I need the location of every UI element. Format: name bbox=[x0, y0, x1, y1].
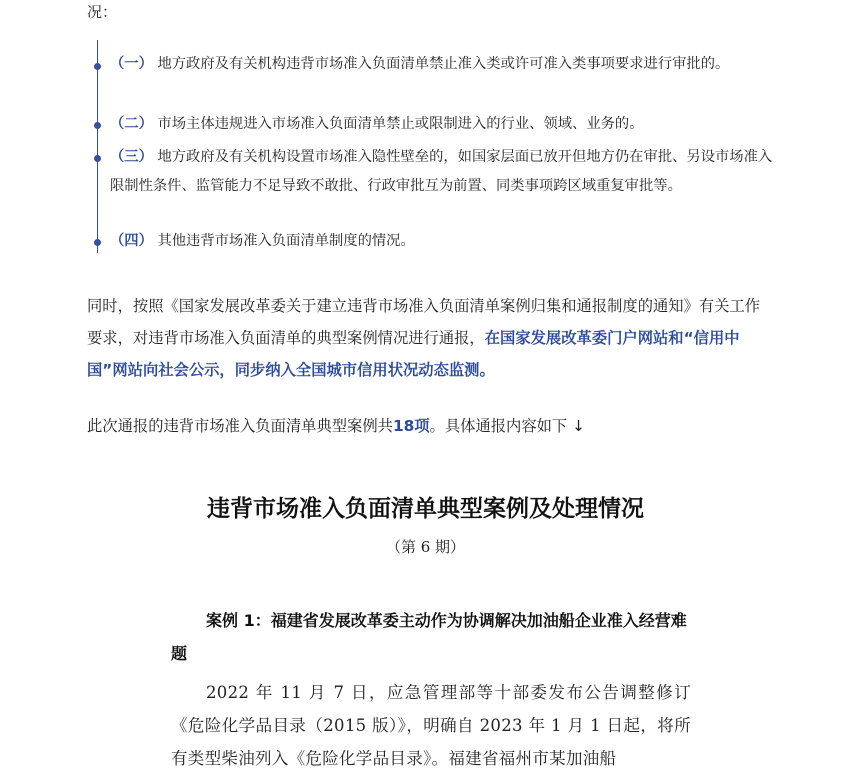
paragraph-summary bbox=[87, 410, 767, 442]
timeline-line bbox=[97, 40, 98, 253]
list-item bbox=[110, 227, 775, 256]
item-text: 其他违背市场准入负面清单制度的情况。 bbox=[157, 233, 415, 249]
list-item bbox=[110, 110, 775, 139]
timeline-dot bbox=[94, 155, 101, 162]
timeline-dot bbox=[94, 122, 101, 129]
item-number: （三） bbox=[110, 149, 153, 165]
summary-text-before: 此次通报的违背市场准入负面清单典型案例共 bbox=[87, 417, 393, 435]
intro-tail-text: 况： bbox=[87, 3, 118, 21]
item-number: （二） bbox=[110, 116, 153, 132]
item-text: 地方政府及有关机构违背市场准入负面清单禁止准入类或许可准入类事项要求进行审批的。 bbox=[157, 56, 730, 72]
item-number: （一） bbox=[110, 56, 153, 72]
item-text: 地方政府及有关机构设置市场准入隐性壁垒的，如国家层面已放开但地方仍在审批、另设市场准入限制性条件、监管能力不足导致不敢批、行政审批互为前置、同类事项跨区域重复审批等。 bbox=[110, 149, 773, 194]
item-text: 市场主体违规进入市场准入负面清单禁止或限制进入的行业、领域、业务的。 bbox=[157, 116, 644, 132]
paragraph-highlight: 在国家发展改革委门户网站和“信用中国”网站向社会公示，同步纳入全国城市信用状况动态监测。 bbox=[87, 329, 740, 379]
list-item bbox=[110, 143, 775, 201]
timeline-dot bbox=[94, 63, 101, 70]
case-body: 2022 年 11 月 7 日，应急管理部等十部委发布公告调整修订《危险化学品目录（2015 版）》，明确自 2023 年 1 月 1 日起，将所有类型柴油列入《危险化学品目录》。福建省福州市某加油船 bbox=[171, 683, 691, 768]
paragraph-notice bbox=[87, 290, 767, 386]
item-number: （四） bbox=[110, 233, 153, 249]
case-title: 案例 1：福建省发展改革委主动作为协调解决加油船企业准入经营难题 bbox=[171, 611, 687, 663]
paragraph-text: 同时，按照《国家发展改革委关于建立违背市场准入负面清单案例归集和通报制度的通知》有关工作要求，对违背市场准入负面清单的典型案例情况进行通报， bbox=[87, 297, 761, 347]
document-title: 违背市场准入负面清单典型案例及处理情况 bbox=[207, 495, 644, 522]
case-count: 18项 bbox=[392, 417, 430, 435]
list-item bbox=[110, 50, 775, 79]
document-issue: （第 6 期） bbox=[385, 538, 466, 556]
summary-text-after: 。具体通报内容如下 ↓ bbox=[429, 417, 585, 435]
timeline-dot bbox=[94, 239, 101, 246]
